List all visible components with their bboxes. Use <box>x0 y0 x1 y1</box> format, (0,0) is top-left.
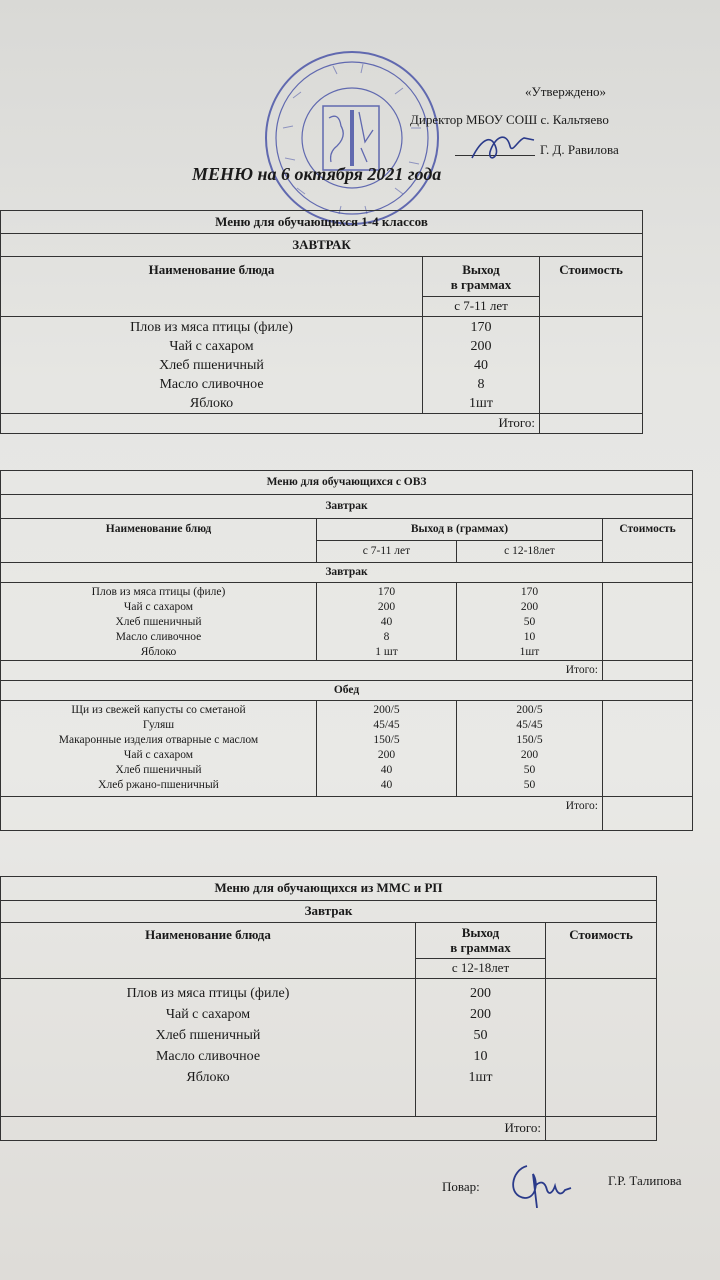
table-title: Меню для обучающихся 1-4 классов <box>1 211 643 234</box>
header-cost: Стоимость <box>546 923 657 979</box>
breakfast-yield-7-11 <box>317 583 457 661</box>
dish-item: Масло сливочное <box>159 376 264 392</box>
cook-name: Г.Р. Талипова <box>608 1173 682 1188</box>
yield-item: 200 <box>520 600 539 613</box>
page-title: МЕНЮ на 6 октября 2021 года <box>192 164 442 184</box>
yield-item: 200 <box>377 748 396 761</box>
dish-item: Чай с сахаром <box>165 1007 251 1022</box>
table-title: Меню для обучающихся из ММС и РП <box>1 877 657 901</box>
yield-item: 45/45 <box>516 718 543 731</box>
cost-cell <box>546 979 657 1117</box>
header-dish-name: Наименование блюда <box>1 923 416 979</box>
yield-item: 200 <box>470 338 492 354</box>
yield-item: 200 <box>470 1007 491 1022</box>
dish-item: Яблоко <box>186 1070 230 1085</box>
director-name: Г. Д. Равилова <box>540 142 619 157</box>
header-yield-line1: Выход <box>461 925 500 940</box>
table-title: Меню для обучающихся с ОВЗ <box>1 471 693 495</box>
age-group: с 7-11 лет <box>423 297 540 317</box>
total-label: Итого: <box>1 414 540 434</box>
header-cost: Стоимость <box>603 519 693 563</box>
lunch-dish-list <box>1 701 317 797</box>
yield-item: 1шт <box>519 645 540 658</box>
breakfast-label: Завтрак <box>1 563 693 583</box>
dish-item: Хлеб ржано-пшеничный <box>98 778 219 791</box>
cook-signature <box>505 1158 575 1208</box>
yield-item: 40 <box>380 778 393 791</box>
yield-item: 50 <box>523 778 536 791</box>
yield-item: 40 <box>474 357 488 373</box>
dish-item: Плов из мяса птицы (филе) <box>126 986 290 1001</box>
lunch-yield-12-18 <box>457 701 603 797</box>
yield-item: 1шт <box>469 395 493 411</box>
header-yield-line2: в граммах <box>450 939 511 955</box>
yield-item: 10 <box>523 630 536 643</box>
yield-item: 170 <box>470 320 492 335</box>
approval-label: «Утверждено» <box>525 84 607 99</box>
yield-item: 8 <box>477 376 485 392</box>
meal-label: Завтрак <box>1 495 693 519</box>
breakfast-yield-12-18 <box>457 583 603 661</box>
age-group-7-11: с 7-11 лет <box>317 541 457 563</box>
header-yield <box>416 923 546 959</box>
header-yield: Выход в (граммах) <box>317 519 603 541</box>
dish-item: Яблоко <box>189 395 234 411</box>
dish-item: Хлеб пшеничный <box>115 615 202 628</box>
meal-label: Завтрак <box>1 901 657 923</box>
age-group: с 12-18лет <box>416 959 546 979</box>
yield-item: 200/5 <box>516 704 543 716</box>
age-group-12-18: с 12-18лет <box>457 541 603 563</box>
dish-item: Хлеб пшеничный <box>159 357 264 373</box>
yield-item: 50 <box>473 1028 488 1043</box>
yield-item: 10 <box>473 1049 488 1064</box>
director-line: Директор МБОУ СОШ с. Кальтяево <box>410 112 609 127</box>
yield-item: 1 шт <box>375 645 398 658</box>
yield-item: 1шт <box>468 1070 493 1085</box>
dish-list <box>1 317 423 414</box>
dish-item: Щи из свежей капусты со сметаной <box>71 704 246 716</box>
dish-item: Масло сливочное <box>155 1049 261 1064</box>
dish-item: Плов из мяса птицы (филе) <box>91 586 226 598</box>
yield-item: 150/5 <box>373 733 400 746</box>
yield-list <box>423 317 540 414</box>
header-dish-name: Наименование блюда <box>1 257 423 317</box>
lunch-total-label: Итого: <box>1 797 603 831</box>
cook-label: Повар: <box>442 1179 480 1194</box>
dish-item: Чай с сахаром <box>169 338 254 354</box>
yield-item: 200/5 <box>373 704 400 716</box>
dish-item: Чай с сахаром <box>123 600 194 613</box>
total-cost-cell <box>546 1117 657 1141</box>
total-cost-cell <box>540 414 643 434</box>
dish-list <box>1 979 416 1117</box>
lunch-label: Обед <box>1 681 693 701</box>
dish-item: Яблоко <box>140 645 177 658</box>
total-label: Итого: <box>1 1117 546 1141</box>
yield-item: 170 <box>520 586 539 598</box>
header-yield <box>423 257 540 297</box>
cost-cell <box>540 317 643 414</box>
breakfast-dish-list <box>1 583 317 661</box>
yield-item: 170 <box>377 586 396 598</box>
yield-item: 200 <box>377 600 396 613</box>
dish-item: Масло сливочное <box>115 630 202 643</box>
table-ovz <box>0 470 693 831</box>
official-seal-stamp <box>263 48 441 228</box>
total-cost-cell <box>603 661 693 681</box>
yield-list <box>416 979 546 1117</box>
dish-item: Плов из мяса птицы (филе) <box>130 320 293 335</box>
header-yield-line1: Выход <box>462 262 500 277</box>
table-mms-rp <box>0 876 657 1141</box>
meal-label: ЗАВТРАК <box>1 234 643 257</box>
yield-item: 200 <box>470 986 491 1001</box>
dish-item: Хлеб пшеничный <box>155 1028 261 1043</box>
dish-item: Хлеб пшеничный <box>115 763 202 776</box>
yield-item: 150/5 <box>516 733 543 746</box>
yield-item: 40 <box>380 763 393 776</box>
dish-item: Чай с сахаром <box>123 748 194 761</box>
header-dish-name: Наименование блюд <box>1 519 317 563</box>
breakfast-total-label: Итого: <box>1 661 603 681</box>
yield-item: 50 <box>523 763 536 776</box>
yield-item: 50 <box>523 615 536 628</box>
table-grades-1-4 <box>0 210 643 434</box>
dish-item: Гуляш <box>142 718 175 731</box>
header-cost: Стоимость <box>540 257 643 317</box>
lunch-yield-7-11 <box>317 701 457 797</box>
yield-item: 40 <box>380 615 393 628</box>
dish-item: Макаронные изделия отварные с маслом <box>58 733 259 746</box>
header-yield-line2: в граммах <box>450 276 512 292</box>
yield-item: 45/45 <box>373 718 400 731</box>
cost-cell <box>603 583 693 661</box>
total-cost-cell <box>603 797 693 831</box>
yield-item: 8 <box>383 630 390 643</box>
cost-cell <box>603 701 693 797</box>
director-signature <box>468 128 538 170</box>
yield-item: 200 <box>520 748 539 761</box>
